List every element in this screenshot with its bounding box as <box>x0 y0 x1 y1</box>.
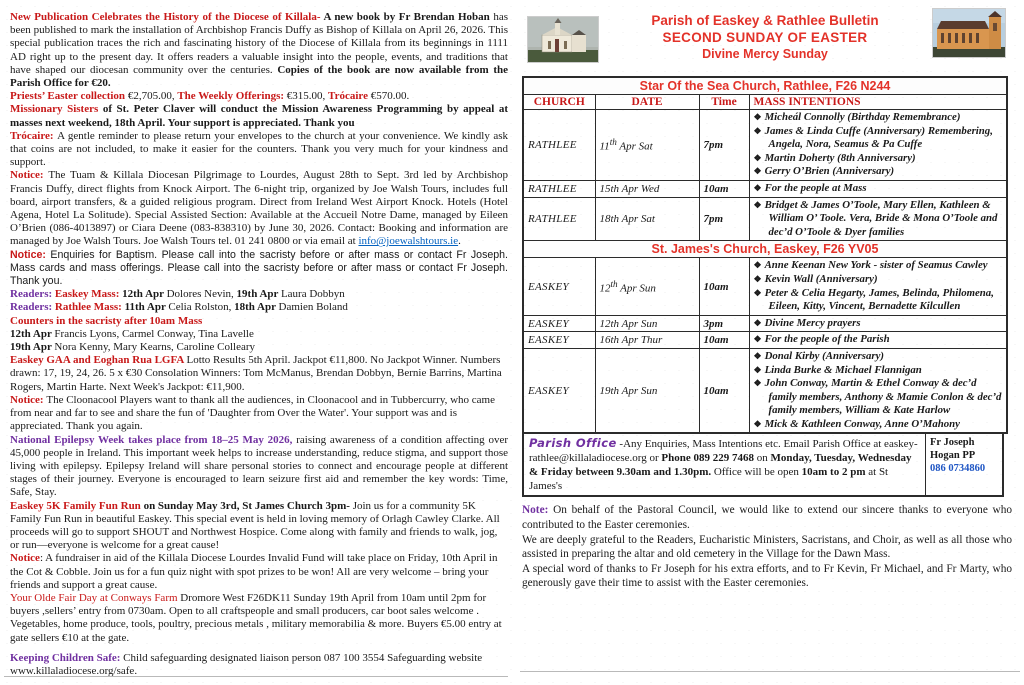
bulletin-paragraph <box>10 315 508 328</box>
priest-phone: 086 0734860 <box>930 463 986 475</box>
text-segment: Copies of the book are now available from the Parish Office for €20. <box>10 63 508 90</box>
text-segment: -Any Enquiries, Mass Intentions etc. Email Parish Office at easkey-rathlee@killaladiocese.org or <box>529 438 918 465</box>
bulletin-titles <box>602 12 928 62</box>
text-segment: Phone 089 229 7468 <box>661 452 754 465</box>
church-cell: RATHLEE <box>523 180 595 197</box>
diamond-bullet-icon: ❖ <box>753 112 762 122</box>
intentions-cell <box>749 348 1007 433</box>
bulletin-title: Parish of Easkey & Rathlee Bulletin <box>651 13 879 28</box>
bulletin-header <box>522 8 1014 72</box>
text-segment: of St. Peter Claver will conduct the Mission Awareness Programming by appeal at masses next weekend, 18th April. Your support is appreciated. Thank you <box>10 103 508 129</box>
bulletin-paragraph <box>10 434 508 500</box>
text-segment: Notice <box>10 552 40 565</box>
date-cell: 15th Apr Wed <box>595 180 699 197</box>
bulletin-paragraph <box>10 301 508 314</box>
text-segment: Francis Lyons, Carmel Conway, Tina Lavelle <box>54 327 254 340</box>
diamond-bullet-icon: ❖ <box>753 317 762 328</box>
intention-item: ❖ Kevin Wall (Anniversary) <box>753 272 878 285</box>
mass-table-body <box>523 77 1007 433</box>
diamond-bullet-icon: ❖ <box>753 334 762 345</box>
intention-item: ❖ Micheál Connolly (Birthday Remembrance) <box>753 111 961 123</box>
church-section-title: Star Of the Sea Church, Rathlee, F26 N244 <box>523 77 1007 95</box>
text-segment: Easkey Mass: <box>54 288 123 301</box>
note-paragraph <box>522 503 1012 532</box>
bulletin-paragraph <box>10 288 508 301</box>
date-cell: 19th Apr Sun <box>595 348 699 433</box>
right-page-bottom-rule <box>520 671 1020 672</box>
email-link[interactable]: info@joewalshtours.ie <box>358 235 459 248</box>
text-segment: . <box>458 235 461 248</box>
text-segment: Nora Kenny, Mary Kearns, Caroline Colleary <box>54 341 256 354</box>
text-segment: 18th Apr <box>234 301 279 314</box>
intentions-cell <box>749 110 1007 181</box>
intentions-cell <box>749 258 1007 315</box>
date-cell: 16th Apr Thur <box>595 332 699 349</box>
diamond-bullet-icon: ❖ <box>753 182 762 193</box>
mass-table-row <box>523 332 1007 349</box>
text-segment: A new book by Fr Brendan Hoban <box>323 11 494 23</box>
mass-table-header-row <box>523 95 1007 110</box>
diamond-bullet-icon: ❖ <box>753 287 762 298</box>
easter-thanks-notes <box>522 503 1012 591</box>
bulletin-paragraph <box>10 103 508 129</box>
church-cell: EASKEY <box>523 315 595 332</box>
text-segment: Notice: <box>10 169 49 182</box>
text-segment: Readers: <box>10 301 55 314</box>
intention-item: ❖ Peter & Celia Hegarty, James, Belinda, Philomena, Eileen, Kitty, Vincent, Bernadette Kilcullen <box>753 286 994 313</box>
date-cell: 18th Apr Sat <box>595 197 699 241</box>
text-segment: Enquiries for Baptism. Please call into the sacristy before or after mass or contact Fr Joseph. Mass cards and mass offerings. Please call into the sacristy before or after mass or contact Fr Joseph. Thank you. <box>10 248 508 288</box>
time-cell: 10am <box>699 258 749 315</box>
diamond-bullet-icon: ❖ <box>753 152 762 163</box>
intention-item: ❖ Divine Mercy prayers <box>753 316 861 329</box>
bulletin-paragraph <box>10 328 508 341</box>
bulletin-paragraph <box>10 169 508 248</box>
bulletin-paragraph <box>10 552 508 592</box>
text-segment: We are deeply grateful to the Readers, Eucharistic Ministers, Sacristans, and Choir, as well as all those who assisted in preparing the altar and old cemetery in the Village for the Dawn Mass. <box>522 533 1012 561</box>
text-segment: on <box>754 452 771 465</box>
mass-table-row <box>523 315 1007 332</box>
text-segment: €570.00. <box>370 90 410 103</box>
diamond-bullet-icon: ❖ <box>753 350 762 361</box>
text-segment: The Weekly Offerings: <box>177 90 287 103</box>
bulletin-paragraph <box>10 90 508 103</box>
text-segment: Missionary Sisters <box>10 103 103 116</box>
text-segment: The Cloonacool Players want to thank all the audiences, in Cloonacool and in Tubbercurry, who came from near and far to see and share the fun of 'Daughter from Over the Water'. Your support was and is appreciated. Thank you again. <box>10 393 495 433</box>
intention-item: ❖ John Conway, Martin & Ethel Conway & dec’d family members, Anthony & Mamie Conlon & dec’d family members, William & Kate Harlow <box>753 377 1002 417</box>
bulletin-subtitle2: Divine Mercy Sunday <box>702 47 828 61</box>
text-segment: at St James's <box>529 466 889 493</box>
text-segment: Trócaire <box>328 90 371 103</box>
text-segment: Your Olde Fair Day at Conways Farm <box>10 591 181 604</box>
text-segment: 12th Apr <box>122 288 167 301</box>
left-page-paragraphs <box>10 11 508 678</box>
intention-item: ❖ Mick & Kathleen Conway, Anne O’Mahony <box>753 417 960 430</box>
intentions-cell <box>749 315 1007 332</box>
text-segment: Rathlee Mass: <box>54 301 125 314</box>
orange-church-photo <box>932 8 1006 58</box>
text-segment: Dromore West F26DK11 Sunday 19th April from 10am until 2pm for buyers ,sellers’ entry from 0730am. Open to all craftspeople and small producers, car boot sales welcome . Vegetables, home produce, tools, poultry, precious metals , military memorabilia & more. Buyers €5.00 entry at gate sellers €10 at the gate. <box>10 591 502 644</box>
time-cell: 7pm <box>699 110 749 181</box>
time-cell: 10am <box>699 332 749 349</box>
priest-contact <box>925 434 1002 495</box>
intention-item: ❖ Anne Keenan New York - sister of Seamus Cawley <box>753 259 988 272</box>
intention-item: ❖ James & Linda Cuffe (Anniversary) Remembering, Angela, Nora, Seamus & Pa Cuffe <box>753 124 993 151</box>
text-segment: Trócaire: <box>10 129 58 142</box>
text-segment: on Sunday May 3rd, St James Church 3pm- <box>143 499 353 512</box>
church-section-row <box>523 241 1007 258</box>
diamond-bullet-icon: ❖ <box>753 125 762 136</box>
diamond-bullet-icon: ❖ <box>753 260 762 271</box>
text-segment: 12th Apr <box>10 327 55 340</box>
text-segment: Dolores Nevin, <box>166 288 237 301</box>
mass-table-row <box>523 110 1007 181</box>
mass-table-row <box>523 180 1007 197</box>
parish-office-label: Parish Office <box>529 436 617 451</box>
text-segment: Notice: <box>10 248 51 261</box>
intention-item: ❖ Donal Kirby (Anniversary) <box>753 349 884 362</box>
column-header: MASS INTENTIONS <box>749 95 1007 110</box>
date-cell: 12th Apr Sun <box>595 258 699 315</box>
bulletin-paragraph <box>10 592 508 645</box>
text-segment: raising awareness of a condition affecting over 45,000 people in Ireland. This important week helps to increase understanding, reduce stigma, and support those living with epilepsy. Epilepsy Ireland will share personal stories to connect and encourage people at different stages of their journey. Everyone is encouraged to learn seizure first aid and remember the key words: Time, Safe, Stay. <box>10 433 508 499</box>
bulletin-paragraph <box>10 354 508 394</box>
intentions-cell <box>749 180 1007 197</box>
text-segment: Laura Dobbyn <box>280 288 345 301</box>
intention-item: ❖ For the people of the Parish <box>753 333 890 346</box>
text-segment: has been published to mark the installation of Archbishop Francis Duffy as Bishop of Killala on April 26, 2026. This special publication traces the rich and fascinating history of the Diocese of Killala from its beginnings in 1111 AD right up to the present day. It offers readers a valuable insight into the people, events, and traditions that have shaped our diocesan community over the centuries. <box>10 11 508 76</box>
text-segment: Join us for a community 5K Family Fun Run in beautiful Easkey. This special event is held in loving memory of Orlagh Cawley Clarke. All proceeds will go to support SHOUT and Northwest Hospice. Come along with family and friends to walk, jog, or run—everyone is welcome for a great cause! <box>10 499 500 552</box>
text-segment: Counters in the sacristy after 10am Mass <box>10 314 203 327</box>
text-segment: 19th Apr <box>10 341 55 354</box>
text-segment: On behalf of the Pastoral Council, we would like to extend our sincere thanks to everyone who contributed to the Easter ceremonies. <box>522 504 1013 532</box>
right-page <box>522 8 1014 591</box>
text-segment: 10am to 2 pm <box>801 466 866 479</box>
text-segment: Child safeguarding designated liaison person 087 100 3554 Safeguarding website www.killaladiocese.org/safe. <box>10 651 483 677</box>
mass-table-row <box>523 258 1007 315</box>
diamond-bullet-icon: ❖ <box>753 166 762 177</box>
text-segment: €315.00, <box>286 90 329 103</box>
bulletin-paragraph <box>10 11 508 90</box>
text-segment: 19th Apr <box>236 288 281 301</box>
note-paragraph <box>522 562 1012 591</box>
left-page <box>10 11 508 678</box>
intentions-cell <box>749 332 1007 349</box>
white-church-photo <box>527 16 599 63</box>
bulletin-paragraph <box>10 652 508 678</box>
bulletin-paragraph <box>10 341 508 354</box>
time-cell: 10am <box>699 348 749 433</box>
diamond-bullet-icon: ❖ <box>753 364 762 375</box>
church-cell: RATHLEE <box>523 110 595 181</box>
text-segment: Notice: <box>10 393 47 406</box>
church-cell: EASKEY <box>523 348 595 433</box>
bulletin-subtitle: SECOND SUNDAY OF EASTER <box>662 30 868 45</box>
bulletin-paragraph <box>10 394 508 434</box>
intention-item: ❖ Bridget & James O’Toole, Mary Ellen, Kathleen & William O’ Toole. Vera, Bride & Mona O’Toole and dec’d O’Toole & Dyer families <box>753 198 998 238</box>
church-section-row <box>523 77 1007 95</box>
church-cell: RATHLEE <box>523 197 595 241</box>
text-segment: Office will be open <box>711 466 802 479</box>
text-segment: The Tuam & Killala Diocesan Pilgrimage to Lourdes, August 28th to Sept. 3rd led by Archbishop Francis Duffy, direct flights from Knock Airport. The 6-night trip, organized by Joe Walsh Tours, includes full board, airport transfers, & a guided religious program. Direct from Ireland West Airport Knock. Hotels (Hotel Agena, Hotel La Solitude). Special Assisted Section: Available at the Accueil Notre Dame, managed by Eileen O’Brien (086-4013897) or Ciara Deene (083-838310) by June 30, 2026. Contact: Booking and information are managed by Joe Walsh Tours. Joe Walsh Tours tel. 01 241 0800 or via email at <box>10 169 508 248</box>
bulletin-paragraph <box>10 130 508 170</box>
church-cell: EASKEY <box>523 332 595 349</box>
text-segment: Easkey GAA and Eoghan Rua LGFA <box>10 354 187 367</box>
text-segment: Easkey 5K Family Fun Run <box>10 499 144 512</box>
intention-item: ❖ Linda Burke & Michael Flannigan <box>753 363 922 376</box>
text-segment: Monday, Tuesday, Wednesday & Friday between 9.30am and 1.30pm. <box>529 452 912 479</box>
priest-name: Fr Joseph Hogan PP <box>930 437 976 462</box>
diamond-bullet-icon: ❖ <box>753 273 762 284</box>
text-segment: Lotto Results 5th April. Jackpot €11,800. No Jackpot Winner. Numbers drawn: 17, 19, 24, 26. 5 x €30 Consolation Winners: Tom McManus, Brendan Dobbyn, Bernie Barrins, Martina Rogers, Martin Harte. Next Week's Jackpot: €11,900. <box>10 354 502 393</box>
diamond-bullet-icon: ❖ <box>753 199 762 210</box>
text-segment: A special word of thanks to Fr Joseph for his extra efforts, and to Fr Kevin, Fr Michael, and Fr Marty, who generously gave their time to assist with the Easter ceremonies. <box>522 562 1012 590</box>
intention-item: ❖ For the people at Mass <box>753 181 867 194</box>
diamond-bullet-icon: ❖ <box>753 378 762 389</box>
intention-item: ❖ Gerry O’Brien (Anniversary) <box>753 165 895 178</box>
time-cell: 10am <box>699 180 749 197</box>
date-cell: 11th Apr Sat <box>595 110 699 181</box>
intention-item: ❖ Martin Doherty (8th Anniversary) <box>753 151 916 164</box>
column-header: Time <box>699 95 749 110</box>
text-segment: €2,705.00, <box>127 90 178 103</box>
text-segment: Keeping Children Safe: <box>10 651 124 664</box>
bulletin-paragraph <box>10 249 508 289</box>
time-cell: 3pm <box>699 315 749 332</box>
text-segment: Damien Boland <box>278 301 348 314</box>
column-header: DATE <box>595 95 699 110</box>
text-segment: National Epilepsy Week takes place from 18–25 May 2026, <box>10 433 297 446</box>
text-segment: Note: <box>522 504 554 517</box>
bulletin-paragraph <box>10 500 508 553</box>
column-header: CHURCH <box>523 95 595 110</box>
intentions-cell <box>749 197 1007 241</box>
text-segment: Celia Rolston, <box>168 301 235 314</box>
left-page-bottom-rule <box>4 676 508 677</box>
text-segment: Priests’ Easter collection <box>10 90 128 103</box>
mass-table-row <box>523 348 1007 433</box>
church-cell: EASKEY <box>523 258 595 315</box>
date-cell: 12th Apr Sun <box>595 315 699 332</box>
diamond-bullet-icon: ❖ <box>753 418 762 429</box>
note-paragraph <box>522 533 1012 562</box>
church-section-title: St. James's Church, Easkey, F26 YV05 <box>523 241 1007 258</box>
text-segment: A gentle reminder to please return your envelopes to the church at your convenience. We kindly ask that coins are not included, to make it easier for the counters. Thank you very much for your kindness and support. <box>10 129 508 169</box>
mass-table-row <box>523 197 1007 241</box>
parish-office-info <box>524 434 925 495</box>
text-segment: Readers: <box>10 288 55 301</box>
text-segment: New Publication Celebrates the History of the Diocese of Killala- <box>10 11 324 23</box>
mass-intentions-table <box>522 76 1008 434</box>
text-segment: 11th Apr <box>124 301 169 314</box>
time-cell: 7pm <box>699 197 749 241</box>
text-segment: : A fundraiser in aid of the Killala Diocese Lourdes Invalid Fund will take place on Friday, 10th April in the Cot & Cobble. Join us for a fun quiz night with spot prizes to be won! All are very welcome – bring your friends and support a great cause. <box>10 552 498 591</box>
parish-office-box <box>522 434 1004 497</box>
